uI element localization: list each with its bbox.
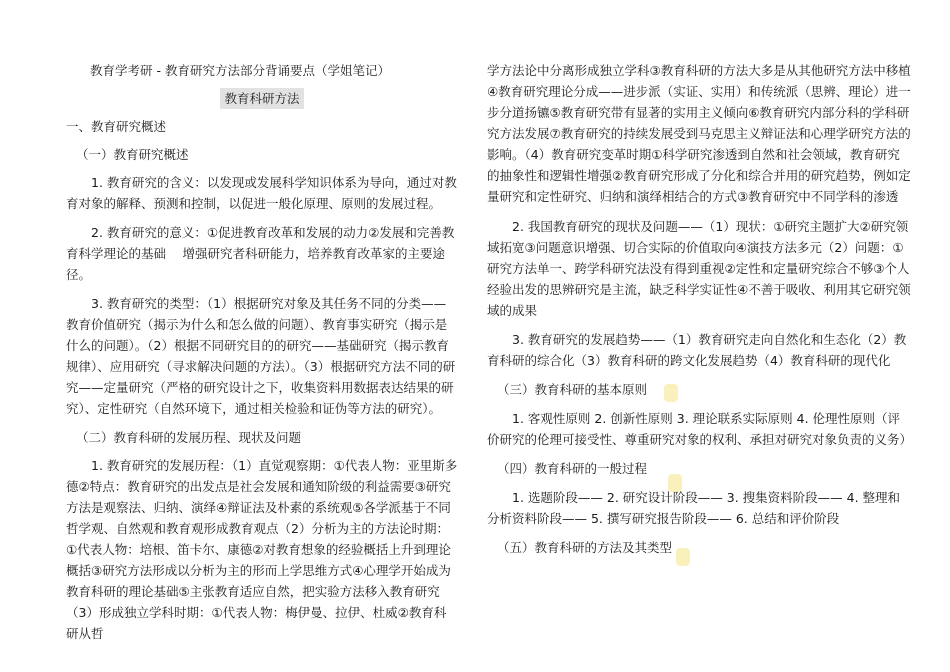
paragraph-significance: 2. 教育研究的意义：①促进教育改革和发展的动力②发展和完善教育科学理论的基础 增强研究者科研能力，培养教育改革家的主要途径。 [66,225,455,282]
subheading-history: （二）教育科研的发展历程、现状及问题 [76,430,302,445]
right-column [487,60,912,566]
paragraph-status: 2. 我国教育研究的现状及问题——（1）现状：①研究主题扩大②研究领域拓宽③问题意识增强、切合实际的价值取向④演技方法多元（2）问题：①研究方法单一、跨学科研究法没有得到重视②定性和定量研究综合不够③个人经验出发的思辨研究是主流，缺乏科学实证性④不善于吸收、利用其它研究领域的成果 [487,219,911,318]
heading-overview: 一、教育研究概述 [66,119,167,134]
paragraph-history: 1. 教育研究的发展历程：（1）直觉观察期：①代表人物：亚里斯多德②特点：教育研究的出发点是社会发展和通知阶级的利益需要③研究方法是观察法、归纳、演绎④辩证法及朴素的系统观⑤各学派基于不同哲学观、自然观和教育观形成教育观点（2）分析为主的方法论时期：①代表人物：培根、笛卡尔、康德②对教育想象的经验概括上升到理论概括③研究方法形成以分析为主的形而上学思维方式④心理学开始成为教育科研的理论基础⑤主张教育适应自然，把实验方法移入教育研究（3）形成独立学科时期：①代表人物：梅伊曼、拉伊、杜威②教育科研从哲 [66,458,458,641]
watermark-mark [676,548,690,566]
subheading-methods: （五）教育科研的方法及其类型 [497,540,673,555]
watermark-mark [664,384,678,402]
watermark-mark [668,474,682,492]
subheading-overview: （一）教育研究概述 [76,147,189,162]
paragraph-principles: 1. 客观性原则 2. 创新性原则 3. 理论联系实际原则 4. 伦理性原则（评价研究的伦理可接受性、尊重研究对象的权利、承担对研究对象负责的义务） [487,411,913,447]
paragraph-trends: 3. 教育研究的发展趋势——（1）教育研究走向自然化和生态化（2）教育科研的综合化（3）教育科研的跨文化发展趋势（4）教育科研的现代化 [487,332,907,368]
paragraph-history-continued: 学方法论中分离形成独立学科③教育科研的方法大多是从其他研究方法中移植④教育研究理论分成——进步派（实证、实用）和传统派（思辨、理论）进一步分道扬镳⑤教育研究带有显著的实用主义倾向⑥教育研究内部分科的学科研究方法发展⑦教育研究的持续发展受到马克思主义辩证法和心理学研究方法的影响。（4）教育研究变革时期①科学研究渗透到自然和社会领域，教育研究的抽象性和逻辑性增强②教育研究形成了分化和综合并用的研究趋势，例如定量研究和定性研究、归纳和演绎相结合的方式③教育研究中不同学科的渗透 [487,63,911,204]
paragraph-types: 3. 教育研究的类型：（1）根据研究对象及其任务不同的分类——教育价值研究（揭示为什么和怎么做的问题）、教育事实研究（揭示是什么的问题）。（2）根据不同研究目的的研究——基础研究（揭示教育规律）、应用研究（寻求解决问题的方法）。（3）根据研究方法不同的研究——定量研究（严格的研究设计之下，收集资料用数据表达结果的研究）、定性研究（自然环境下，通过相关检验和证伪等方法的研究）。 [66,296,456,416]
subheading-principles: （三）教育科研的基本原则 [497,382,648,397]
paragraph-meaning: 1. 教育研究的含义：以发现或发展科学知识体系为导向，通过对教育对象的解释、预测和控制，以促进一般化原理、原则的发展过程。 [66,175,457,211]
section-banner: 教育科研方法 [220,88,303,109]
subheading-process: （四）教育科研的一般过程 [497,461,648,476]
left-column [66,60,458,652]
paragraph-process: 1. 选题阶段—— 2. 研究设计阶段—— 3. 搜集资料阶段—— 4. 整理和分析资料阶段—— 5. 撰写研究报告阶段—— 6. 总结和评价阶段 [487,490,901,526]
document-title: 教育学考研 - 教育研究方法部分背诵要点（学姐笔记） [90,63,390,78]
